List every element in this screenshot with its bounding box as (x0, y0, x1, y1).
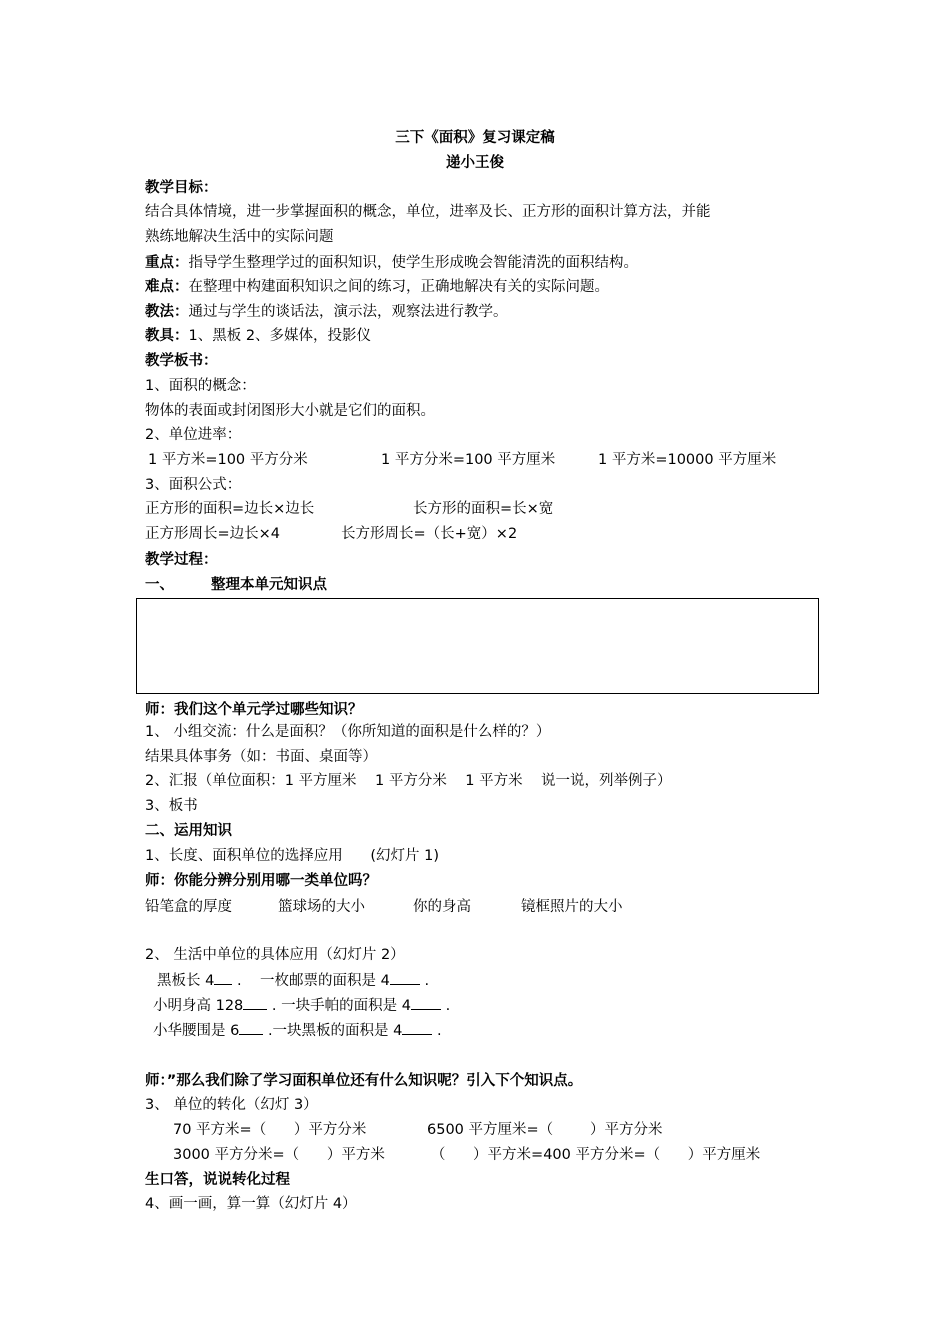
key-label: 重点： (145, 255, 189, 271)
unit-item: 镜框照片的大小 (521, 899, 623, 915)
formula-rect-perimeter: 长方形周长=（长+宽）×2 (341, 526, 518, 542)
process-heading: 教学过程： (145, 552, 218, 568)
goals-text-line1: 结合具体情境，进一步掌握面积的概念，单位，进率及长、正方形的面积计算方法，并能 (145, 204, 711, 220)
teacher-question-3: 师：”那么我们除了学习面积单位还有什么知识呢？引入下个知识点。 (145, 1073, 583, 1089)
unit-item: 篮球场的大小 (278, 899, 365, 915)
fill-line-2: 小明身高 128 . 一块手帕的面积是 4 . (153, 995, 450, 1016)
unit-item: 你的身高 (413, 899, 471, 915)
blank (239, 1020, 263, 1035)
fill-1-prefix: 黑板长 4 (157, 973, 215, 989)
method-text: 通过与学生的谈话法，演示法，观察法进行教学。 (188, 304, 508, 320)
fill-3-mid: .一块黑板的面积是 4 (263, 1023, 403, 1039)
teacher-question-2: 师：你能分辨分别用哪一类单位吗？ (145, 873, 377, 889)
fill-line-3: 小华腰围是 6 .一块黑板的面积是 4 . (153, 1020, 442, 1041)
blank (390, 970, 420, 985)
section-2-item-2: 2、 生活中单位的具体应用（幻灯片 2） (145, 947, 405, 963)
formula-square-area: 正方形的面积=边长×边长 (145, 501, 315, 517)
difficulty-text: 在整理中构建面积知识之间的练习，正确地解决有关的实际问题。 (188, 279, 609, 295)
section-2-title: 二、运用知识 (145, 823, 232, 839)
tools-text: 1、黑板 2、多媒体，投影仪 (188, 328, 372, 344)
method-label: 教法： (145, 304, 189, 320)
section-2-item-3: 3、 单位的转化（幻灯 3） (145, 1097, 318, 1113)
teacher-question-1: 师：我们这个单元学过哪些知识？ (145, 702, 363, 718)
blank (243, 995, 267, 1010)
board-item-3: 3、面积公式： (145, 477, 242, 493)
conversion-1a: 70 平方米=（ ）平方分米 (173, 1122, 367, 1138)
fill-2-mid: . 一块手帕的面积是 4 (267, 998, 411, 1014)
board-heading: 教学板书： (145, 353, 218, 369)
tools-point (145, 326, 371, 346)
key-point (145, 253, 638, 273)
board-item-2: 2、单位进率： (145, 427, 242, 443)
step-3: 3、板书 (145, 798, 198, 814)
step-1: 1、 小组交流：什么是面积？（你所知道的面积是什么样的？） (145, 724, 551, 740)
rate-a: 1 平方米=100 平方分米 (148, 452, 308, 468)
method-point (145, 302, 508, 322)
board-item-1-text: 物体的表面或封闭图形大小就是它们的面积。 (145, 403, 435, 419)
fill-1-mid: . 一枚邮票的面积是 4 (232, 973, 390, 989)
fill-line-1: 黑板长 4 . 一枚邮票的面积是 4 . (157, 970, 429, 991)
section-2-item-4: 4、画一画，算一算（幻灯片 4） (145, 1196, 357, 1212)
goals-text-line2: 熟练地解决生活中的实际问题 (145, 229, 334, 245)
formula-rect-area: 长方形的面积=长×宽 (413, 501, 554, 517)
fill-2-prefix: 小明身高 128 (153, 998, 244, 1014)
tools-label: 教具： (145, 328, 189, 344)
unit-item: 铅笔盒的厚度 (145, 899, 232, 915)
section-2-item-1: 1、长度、面积单位的选择应用 (幻灯片 1) (145, 848, 440, 864)
section-1-number: 一、 (145, 577, 174, 593)
board-item-1: 1、面积的概念： (145, 378, 256, 394)
rate-c: 1 平方米=10000 平方厘米 (598, 452, 777, 468)
conversion-2: 3000 平方分米=（ ）平方米 （ ）平方米=400 平方分米=（ ）平方厘米 (173, 1147, 761, 1163)
difficulty-point (145, 277, 609, 297)
goals-heading: 教学目标： (145, 180, 218, 196)
difficulty-label: 难点： (145, 279, 189, 295)
blank (411, 995, 441, 1010)
knowledge-box (136, 598, 819, 694)
step-2: 2、汇报（单位面积：1 平方厘米 1 平方分米 1 平方米 说一说，列举例子） (145, 773, 672, 789)
step-1-result: 结果具体事务（如：书面、桌面等） (145, 749, 377, 765)
key-text: 指导学生整理学过的面积知识，使学生形成晚会智能清洗的面积结构。 (188, 255, 638, 271)
document-author: 递小王俊 (446, 155, 504, 171)
rate-b: 1 平方分米=100 平方厘米 (381, 452, 556, 468)
formula-square-perimeter: 正方形周长=边长×4 (145, 526, 281, 542)
document-title: 三下《面积》复习课定稿 (395, 130, 555, 146)
conversion-1b: 6500 平方厘米=（ ）平方分米 (427, 1122, 663, 1138)
section-1-title: 整理本单元知识点 (211, 577, 327, 593)
blank (214, 970, 232, 985)
student-answer: 生口答，说说转化过程 (145, 1172, 290, 1188)
blank (402, 1020, 432, 1035)
fill-3-prefix: 小华腰围是 6 (153, 1023, 240, 1039)
